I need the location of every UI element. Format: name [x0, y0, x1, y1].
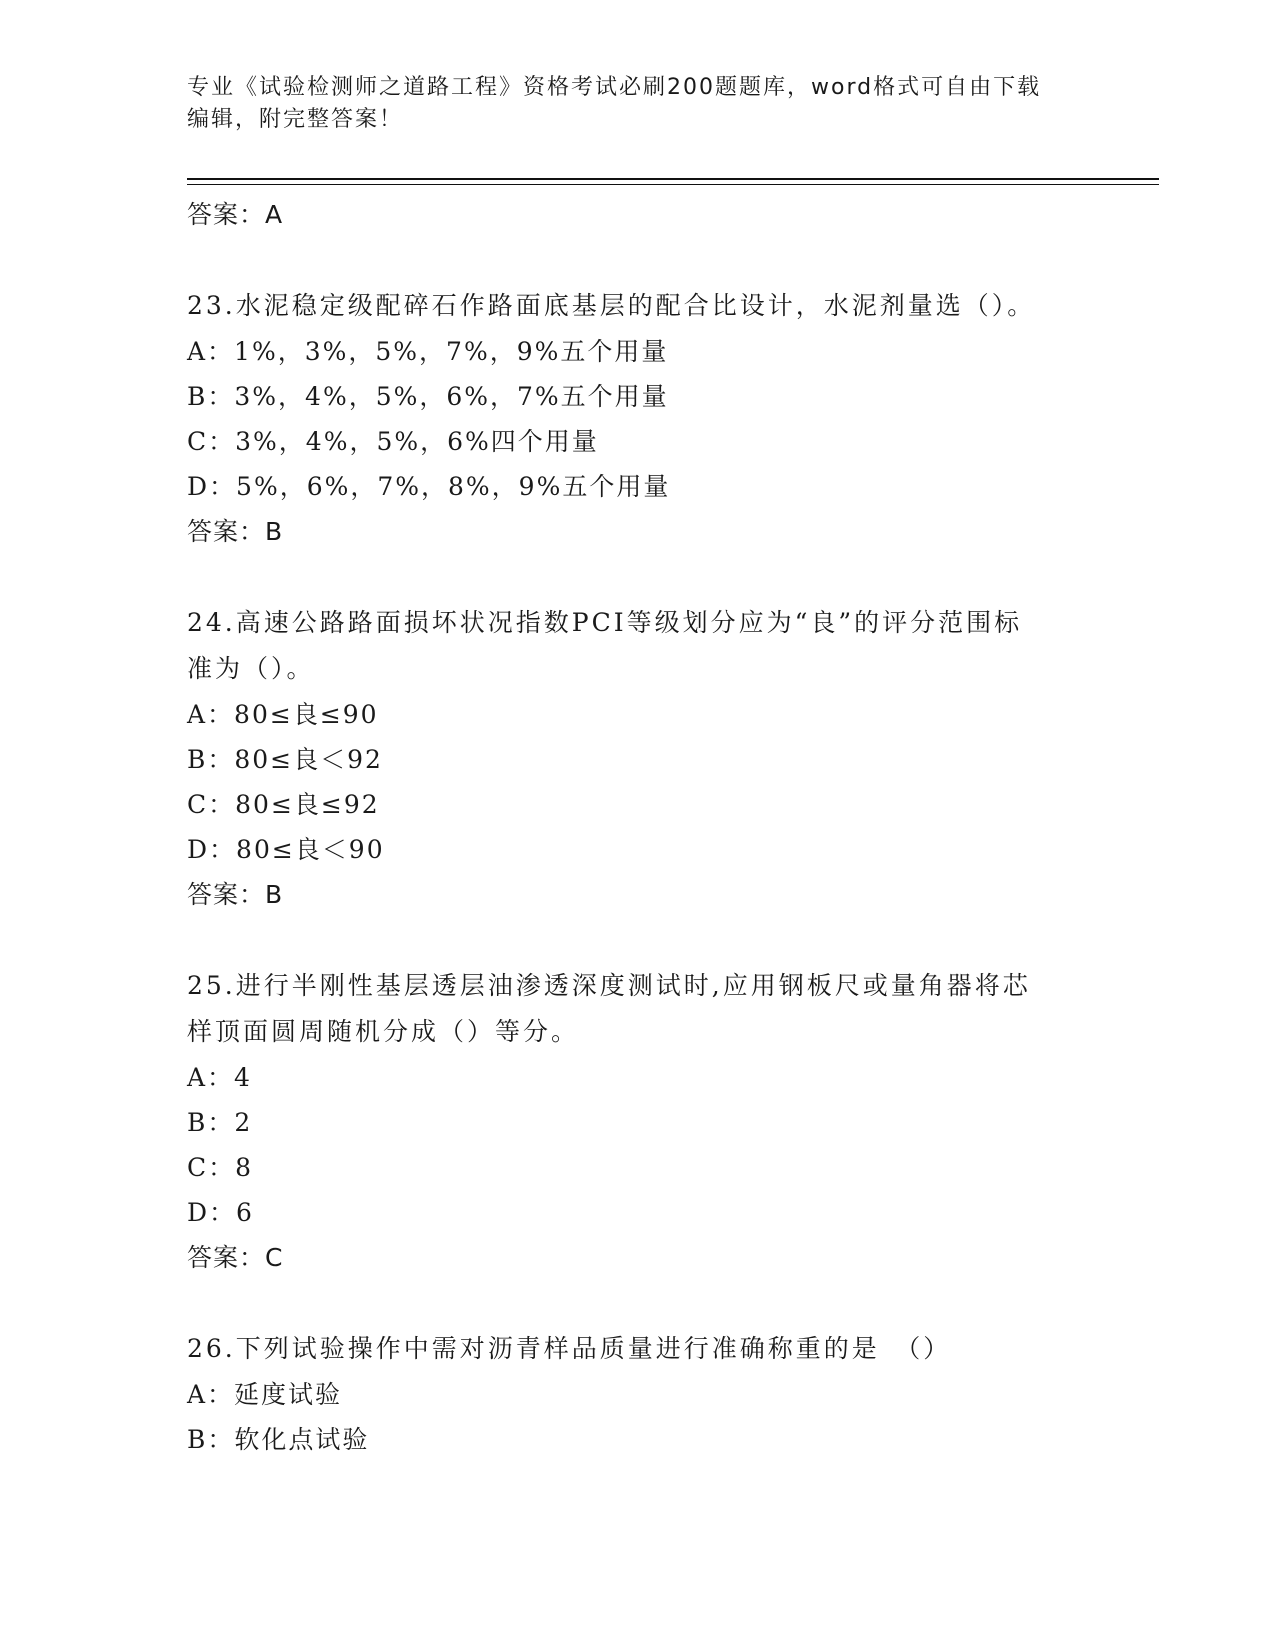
- option-d: D：6: [187, 1198, 254, 1227]
- option-c: C：8: [187, 1153, 254, 1182]
- option-a: A：1%，3%，5%，7%，9%五个用量: [187, 337, 669, 366]
- option-b: B：3%，4%，5%，6%，7%五个用量: [187, 382, 669, 411]
- option-b: B：80≤良＜92: [187, 745, 383, 774]
- option-d: D：80≤良＜90: [187, 835, 385, 864]
- question-25: [187, 963, 1147, 1280]
- option-c: C：80≤良≤92: [187, 790, 380, 819]
- question-23: [187, 283, 1147, 554]
- answer-line: 答案：B: [187, 880, 284, 909]
- question-text-line-2: 准为（）。: [187, 654, 315, 683]
- answer-line: 答案：C: [187, 1243, 284, 1272]
- question-list: [187, 190, 1147, 1462]
- option-a: A：延度试验: [187, 1380, 343, 1409]
- option-b: B：2: [187, 1108, 253, 1137]
- question-26: [187, 1326, 1147, 1462]
- answer-line: 答案：B: [187, 517, 284, 546]
- document-header: [187, 72, 1087, 136]
- option-d: D：5%，6%，7%，8%，9%五个用量: [187, 472, 671, 501]
- question-text-line-2: 样顶面圆周随机分成（）等分。: [187, 1017, 580, 1046]
- question-text: 26.下列试验操作中需对沥青样品质量进行准确称重的是 （）: [187, 1334, 952, 1363]
- header-line-2: 编辑，附完整答案！: [187, 107, 404, 132]
- question-text-line-1: 24.高速公路路面损坏状况指数PCI等级划分应为“良”的评分范围标: [187, 608, 1023, 637]
- question-text: 23.水泥稳定级配碎石作路面底基层的配合比设计，水泥剂量选（）。: [187, 291, 1036, 320]
- question-text-line-1: 25.进行半刚性基层透层油渗透深度测试时,应用钢板尺或量角器将芯: [187, 971, 1031, 1000]
- option-c: C：3%，4%，5%，6%四个用量: [187, 427, 599, 456]
- option-a: A：80≤良≤90: [187, 700, 379, 729]
- answer-line: 答案：A: [187, 200, 284, 229]
- option-a: A：4: [187, 1063, 252, 1092]
- option-b: B：软化点试验: [187, 1425, 370, 1454]
- question-24: [187, 600, 1147, 917]
- header-rule-thin: [187, 184, 1159, 185]
- header-rule-thick: [187, 178, 1159, 180]
- header-line-1: 专业《试验检测师之道路工程》资格考试必刷200题题库，word格式可自由下载: [187, 75, 1042, 100]
